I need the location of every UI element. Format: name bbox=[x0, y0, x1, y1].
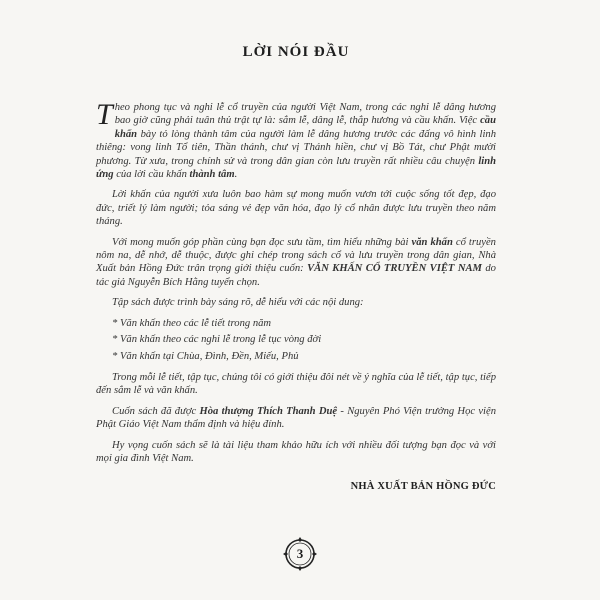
p3-text-2: cổ truyền nôm na, dễ nhớ, dễ thuộc, được ghi chép trong sách cổ và lưu truyền trong dân gian, Nhà Xuất bản Hồng Đức trân trọng giới thiệu cuốn: bbox=[96, 236, 496, 275]
p6-text-2: - Nguyên Phó Viện trưởng Học viện Phật Giáo Việt Nam thẩm định và hiệu đính. bbox=[96, 405, 497, 431]
paragraph-2: Lời khấn của người xưa luôn bao hàm sự mong muốn vươn tới cuộc sống tốt đẹp, đạo đức, triết lý làm người; tỏa sáng vẻ đẹp văn hóa, đạo lý cổ nhân được lưu truyền theo năm tháng. bbox=[96, 189, 496, 228]
p1-text-4: . bbox=[234, 169, 238, 181]
paragraph-1 bbox=[96, 98, 496, 181]
drop-cap: T bbox=[96, 98, 113, 131]
paragraph-4: Tập sách được trình bày sáng rõ, dễ hiểu với các nội dung: bbox=[112, 297, 364, 309]
page-number-badge bbox=[282, 536, 318, 572]
list-item: * Văn khấn theo các lễ tiết trong năm bbox=[112, 317, 272, 329]
p1-text-3: của lời cầu khấn bbox=[113, 169, 190, 181]
page-title: LỜI NÓI ĐẦU bbox=[242, 44, 350, 60]
p6-text-1: Cuốn sách đã được bbox=[112, 405, 200, 417]
paragraph-7: Hy vọng cuốn sách sẽ là tài liệu tham khảo hữu ích với nhiều đối tượng bạn đọc và với mọi gia đình Việt Nam. bbox=[96, 439, 496, 464]
paragraph-5: Trong mỗi lễ tiết, tập tục, chúng tôi có giới thiệu đôi nét về ý nghĩa của lễ tiết, tập tục, tiếp đến sắm lễ và văn khấn. bbox=[96, 371, 496, 397]
p1-bold-3: thành tâm bbox=[189, 169, 235, 181]
page-content bbox=[96, 44, 496, 492]
p1-text-2: bày tỏ lòng thành tâm của người làm lễ dâng hương trước các đấng vô hình linh thiêng: vong linh Tổ tiên, Thần thánh, chư vị Thánh hiền, chư vị Bồ Tát, chư Phật mười phương. Từ xưa, trong chính sử và trong dân gian còn lưu truyền rất nhiều câu chuyện bbox=[96, 128, 496, 167]
p3-bold-1: văn khấn bbox=[411, 236, 453, 248]
p3-bold-2: VĂN KHẤN CỔ TRUYỀN VIỆT NAM bbox=[307, 263, 482, 275]
paragraph-6 bbox=[96, 405, 496, 432]
list-item: * Văn khấn theo các nghi lễ trong lễ tục vòng đời bbox=[112, 334, 322, 346]
paragraph-3 bbox=[96, 236, 496, 290]
list-item: * Văn khấn tại Chùa, Đình, Đền, Miếu, Phủ bbox=[112, 350, 299, 362]
publisher-signature: NHÀ XUẤT BẢN HỒNG ĐỨC bbox=[350, 481, 496, 493]
p1-bold-2: linh ứng bbox=[96, 155, 496, 181]
p3-text-1: Với mong muốn góp phần cùng bạn đọc sưu tầm, tìm hiểu những bài bbox=[112, 236, 412, 248]
page-number: 3 bbox=[296, 546, 304, 561]
contents-list bbox=[96, 317, 496, 363]
p1-text-1: heo phong tục và nghi lễ cổ truyền của người Việt Nam, trong các nghi lễ dâng hương bao giờ cũng phải tuân thủ trật tự là: sắm lễ, dâng lễ, thắp hương và cầu khấn. Việc bbox=[114, 102, 496, 127]
p3-text-3: do tác giả Nguyễn Bích Hằng tuyển chọn. bbox=[96, 263, 496, 288]
p6-bold-1: Hòa thượng Thích Thanh Duệ bbox=[199, 405, 338, 417]
p1-bold-1: cầu khấn bbox=[114, 115, 496, 140]
